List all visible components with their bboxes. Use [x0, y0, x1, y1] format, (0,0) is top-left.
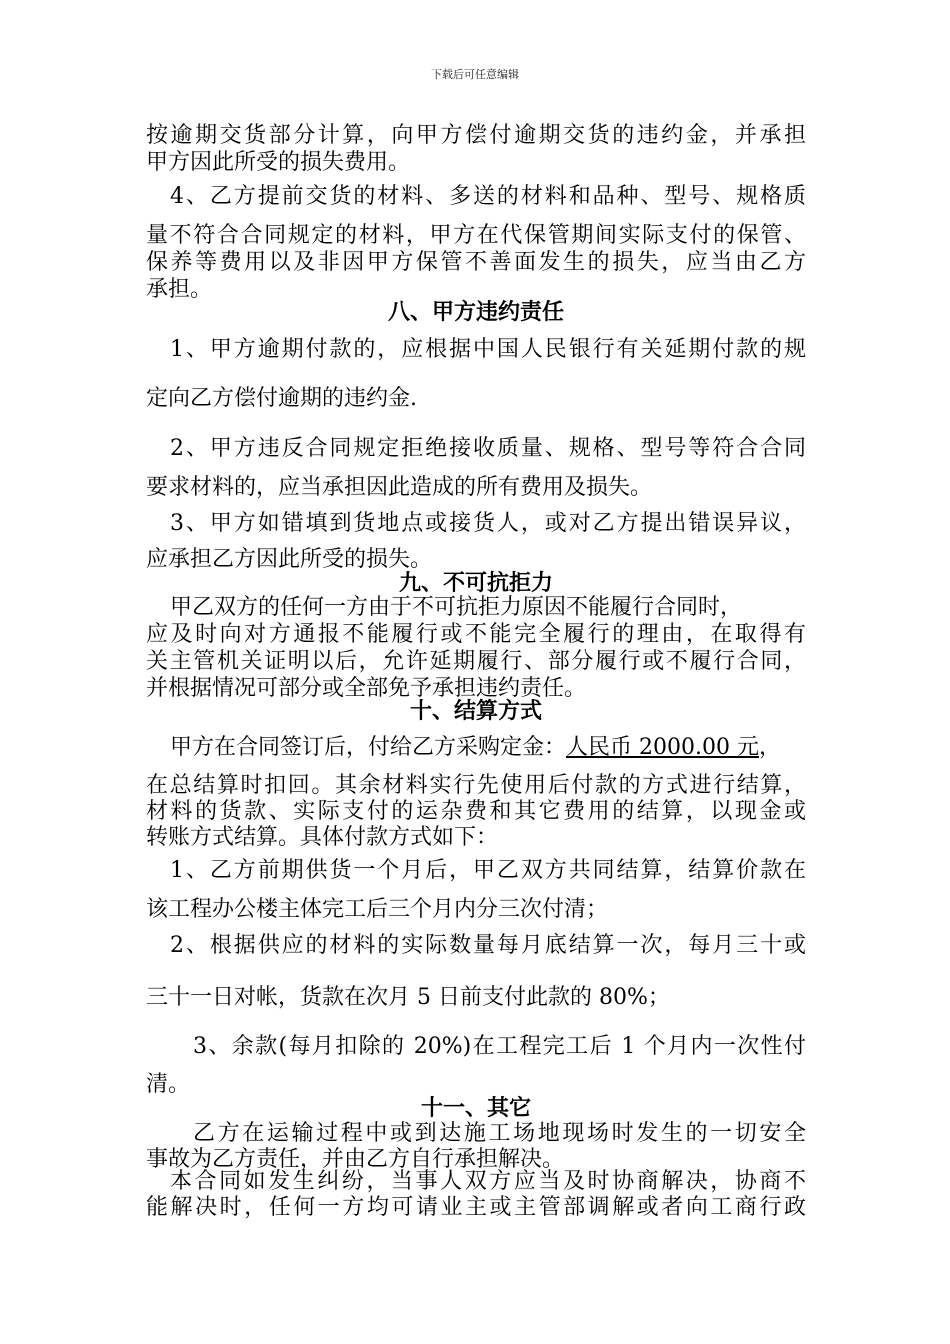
- paragraph-line: 能解决时，任何一方均可请业主或主管部调解或者向工商行政: [146, 1195, 806, 1220]
- paragraph-line: 定向乙方偿付逾期的违约金.: [146, 386, 417, 411]
- deposit-comma: ，: [758, 735, 781, 760]
- paragraph-line: 乙方在运输过程中或到达施工场地现场时发生的一切安全: [193, 1121, 806, 1146]
- paragraph-line: [170, 734, 830, 762]
- paragraph-line: 在总结算时扣回。其余材料实行先使用后付款的方式进行结算，: [146, 773, 806, 798]
- paragraph-line: 3、甲方如错填到货地点或接货人，或对乙方提出错误异议，: [170, 511, 806, 536]
- paragraph-line: 关主管机关证明以后，允许延期履行、部分履行或不履行合同，: [146, 649, 806, 674]
- paragraph-line: 要求材料的，应当承担因此造成的所有费用及损失。: [146, 475, 653, 500]
- section-heading: 八、甲方违约责任: [387, 299, 564, 325]
- paragraph-line: 该工程办公楼主体完工后三个月内分三次付清；: [146, 897, 609, 922]
- paragraph-line: 4、乙方提前交货的材料、多送的材料和品种、型号、规格质: [170, 184, 806, 209]
- paragraph-line: 应及时向对方通报不能履行或不能完全履行的理由，在取得有: [146, 622, 806, 647]
- paragraph-line: 保养等费用以及非因甲方保管不善面发生的损失，应当由乙方: [146, 250, 806, 275]
- paragraph-line: 甲方因此所受的损失费用。: [146, 150, 411, 175]
- deposit-amount: 人民币 2000.00 元: [566, 735, 759, 760]
- paragraph-line: 清。: [146, 1072, 191, 1097]
- section-heading: 十、结算方式: [409, 698, 542, 724]
- paragraph-line: 本合同如发生纠纷，当事人双方应当及时协商解决，协商不: [170, 1169, 806, 1194]
- paragraph-line: 甲乙双方的任何一方由于不可抗拒力原因不能履行合同时，: [170, 595, 743, 620]
- paragraph-line: 1、甲方逾期付款的，应根据中国人民银行有关延期付款的规: [170, 337, 806, 362]
- section-heading: 九、不可抗拒力: [398, 570, 553, 596]
- paragraph-line: 三十一日对帐，货款在次月 5 日前支付此款的 80%；: [146, 985, 670, 1010]
- section-heading: 十一、其它: [420, 1095, 531, 1121]
- paragraph-line: 转账方式结算。具体付款方式如下：: [146, 825, 499, 850]
- paragraph-line: 3、余款(每月扣除的 20%)在工程完工后 1 个月内一次性付: [193, 1034, 806, 1059]
- paragraph-line: 量不符合合同规定的材料，甲方在代保管期间实际支付的保管、: [146, 223, 806, 248]
- deposit-text: 甲方在合同签订后，付给乙方采购定金：: [170, 735, 567, 760]
- paragraph-line: 承担。: [146, 277, 213, 302]
- paragraph-line: 2、甲方违反合同规定拒绝接收质量、规格、型号等符合合同: [170, 436, 806, 461]
- paragraph-line: 材料的货款、实际支付的运杂费和其它费用的结算，以现金或: [146, 799, 806, 824]
- paragraph-line: 2、根据供应的材料的实际数量每月底结算一次，每月三十或: [170, 933, 806, 958]
- paragraph-line: 并根据情况可部分或全部免予承担违约责任。: [146, 676, 587, 701]
- paragraph-line: 按逾期交货部分计算，向甲方偿付逾期交货的违约金，并承担: [146, 123, 806, 148]
- paragraph-line: 应承担乙方因此所受的损失。: [146, 547, 433, 572]
- paragraph-line: 1、乙方前期供货一个月后，甲乙双方共同结算，结算价款在: [170, 858, 806, 883]
- page-header: 下载后可任意编辑: [431, 68, 519, 81]
- paragraph-line: 事故为乙方责任，并由乙方自行承担解决。: [146, 1147, 565, 1172]
